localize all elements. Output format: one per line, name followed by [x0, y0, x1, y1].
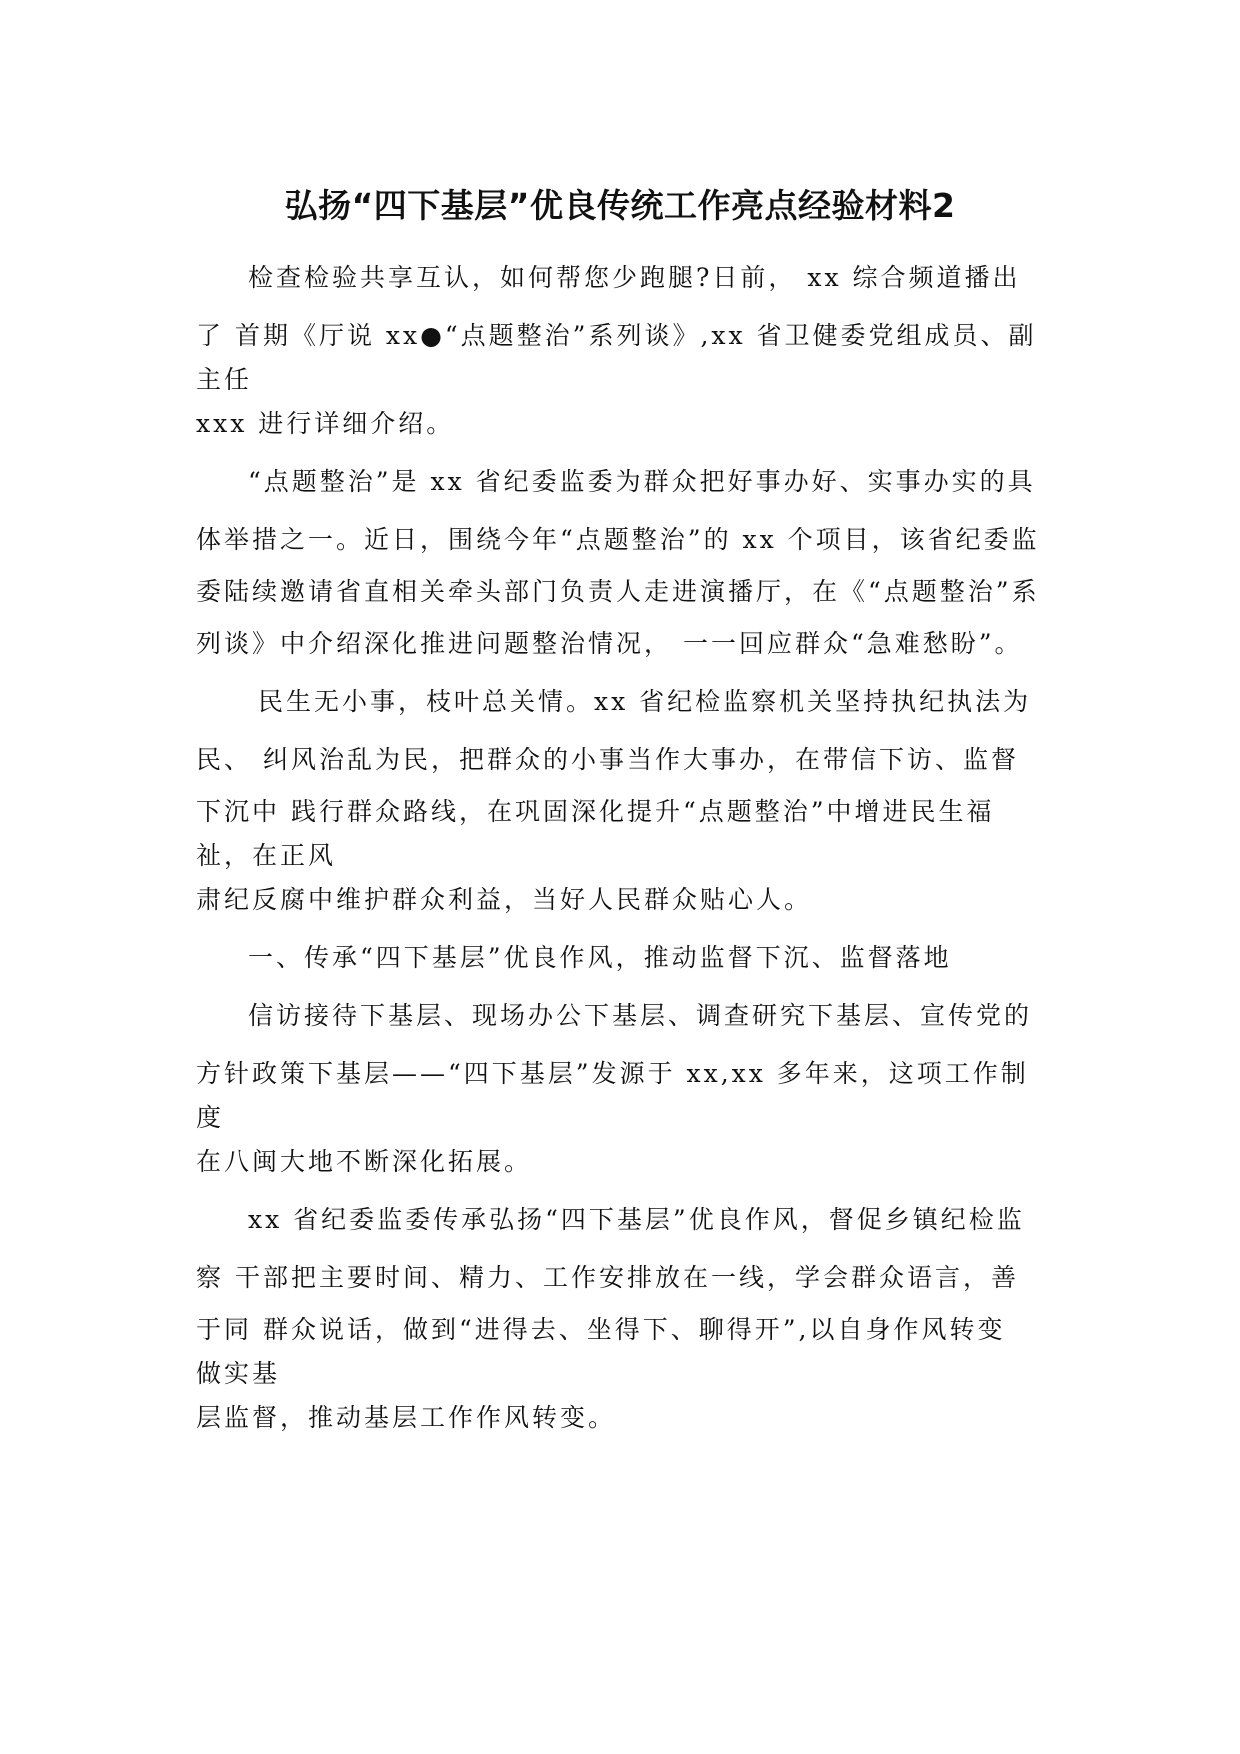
- text-line: “点题整治”是 xx 省纪委监委为群众把好事办好、实事办实的具: [248, 467, 1036, 496]
- text-line: 肃纪反腐中维护群众利益，当好人民群众贴心人。: [196, 885, 813, 914]
- text-line: 祉，在正风: [196, 841, 337, 870]
- text-line: 民生无小事，枝叶总关情。xx 省纪检监察机关坚持执纪执法为: [258, 687, 1032, 716]
- paragraph-1: [196, 258, 1076, 462]
- text-line: 了 首期《厅说 xx●“点题整治”系列谈》,xx 省卫健委党组成员、副: [196, 321, 1037, 350]
- text-line: 检查检验共享互认，如何帮您少跑腿?日前， xx 综合频道播出: [248, 263, 1021, 292]
- text-line: 民、 纠风治乱为民，把群众的小事当作大事办，在带信下访、监督: [196, 745, 1019, 774]
- document-title: 弘扬“四下基层”优良传统工作亮点经验材料2: [284, 186, 956, 225]
- text-line: 一、传承“四下基层”优良作风，推动监督下沉、监督落地: [248, 943, 952, 972]
- text-line: 做实基: [196, 1359, 281, 1388]
- text-line: 度: [196, 1103, 225, 1132]
- text-line: xx 省纪委监委传承弘扬“四下基层”优良作风，督促乡镇纪检监: [248, 1205, 1025, 1234]
- text-line: 层监督，推动基层工作作风转变。: [196, 1403, 617, 1432]
- paragraph-5: [196, 996, 1076, 1200]
- text-line: 在八闽大地不断深化拓展。: [196, 1147, 533, 1176]
- text-line: 信访接待下基层、现场办公下基层、调查研究下基层、宣传党的: [248, 1001, 1033, 1030]
- text-line: 于同 群众说话，做到“进得去、坐得下、聊得开”,以自身作风转变: [196, 1315, 1006, 1344]
- text-line: 列谈》中介绍深化推进问题整治情况， 一一回应群众“急难愁盼”。: [196, 629, 1023, 658]
- text-line: 方针政策下基层——“四下基层”发源于 xx,xx 多年来，这项工作制: [196, 1059, 1029, 1088]
- section-heading: [196, 938, 1076, 996]
- paragraph-3: [196, 682, 1076, 938]
- paragraph-6: [196, 1200, 1076, 1456]
- paragraph-2: [196, 462, 1076, 682]
- document-body: [196, 258, 1076, 1456]
- text-line: 察 干部把主要时间、精力、工作安排放在一线，学会群众语言，善: [196, 1263, 1019, 1292]
- text-line: 体举措之一。近日，围绕今年“点题整治”的 xx 个项目，该省纪委监: [196, 525, 1040, 554]
- text-line: 主任: [196, 365, 253, 394]
- text-line: xxx 进行详细介绍。: [196, 409, 455, 438]
- text-line: 委陆续邀请省直相关牵头部门负责人走进演播厅，在《“点题整治”系: [196, 577, 1040, 606]
- text-line: 下沉中 践行群众路线，在巩固深化提升“点题整治”中增进民生福: [196, 797, 995, 826]
